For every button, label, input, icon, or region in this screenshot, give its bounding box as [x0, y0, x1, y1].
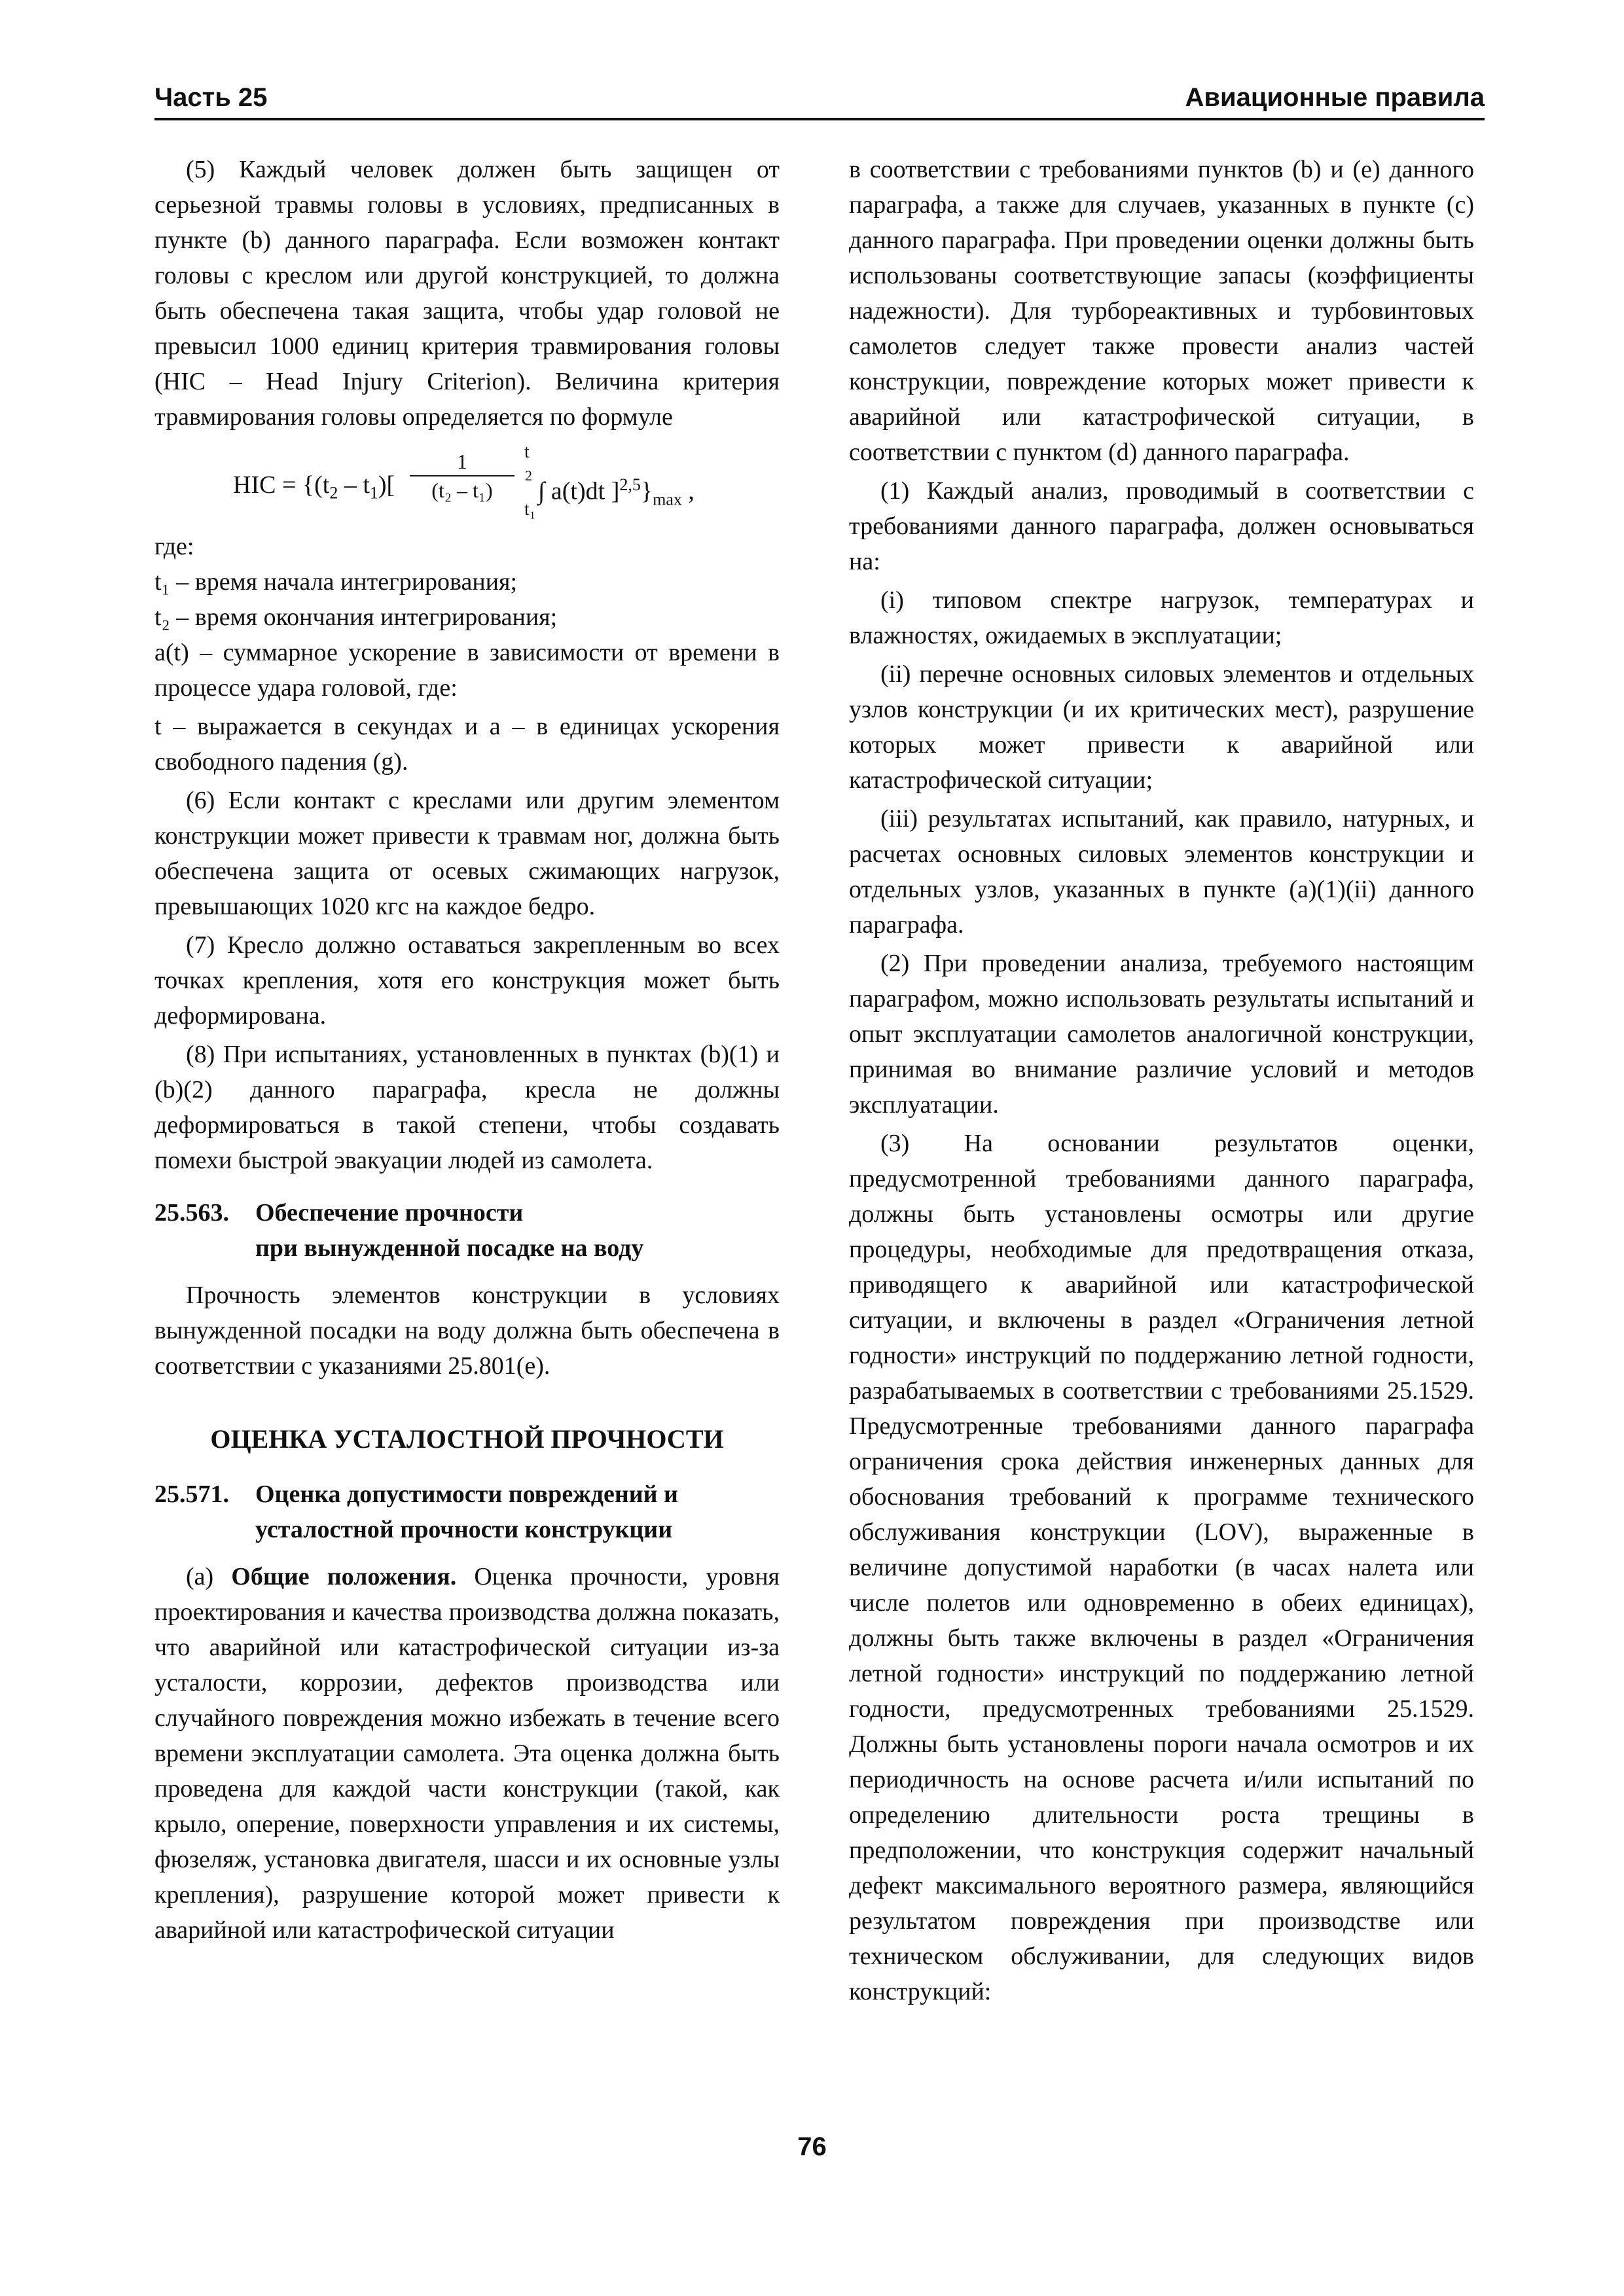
running-header	[154, 73, 1485, 120]
section-number: 25.563.	[154, 1199, 229, 1227]
section-25-563-heading	[154, 1195, 780, 1266]
section-25-571-heading	[154, 1477, 780, 1547]
fraction-numerator: 1	[410, 448, 514, 476]
integral-upper-limit: t	[524, 442, 530, 462]
hic-formula	[154, 439, 780, 522]
left-column	[154, 152, 780, 1951]
paragraph-a-continued: в соответствии с требованиями пунктов (b) и (e) данного параграфа, а также для случаев, указанных в пункте (c) данного параграфа. При проведении оценки должны быть использованы соответствующие запасы (коэффициенты надежности). Для турбореактивных и турбовинтовых самолетов следует также провести анализ частей конструкции, повреждение которых может привести к аварийной или катастрофической ситуации, в соответствии с пунктом (d) данного параграфа.	[849, 156, 1474, 466]
paragraph-iii: (iii) результатах испытаний, как правило, натурных, и расчетах основных силовых элементов конструкции и отдельных узлов, указанных в пункте (a)(1)(ii) данного параграфа.	[849, 805, 1474, 939]
paragraph-1: (1) Каждый анализ, проводимый в соответствии с требованиями данного параграфа, должен основываться на:	[849, 477, 1474, 575]
def-t2: t₂ – время окончания интегрирования;	[154, 603, 558, 631]
fraction-denominator: (t₂ – t₁)	[431, 478, 493, 502]
section-title-line2: при вынужденной посадке на воду	[255, 1234, 644, 1262]
paragraph-3: (3) На основании результатов оценки, предусмотренной требованиями данного параграфа, должны быть установлены осмотры или другие процедуры, необходимые для предотвращения отказа, приводящего к аварийной или катастрофической ситуации, и включены в раздел «Ограничения летной годности» инструкций по поддержанию летной годности, разрабатываемых в соответствии с требованиями 25.1529. Предусмотренные требованиями данного параграфа ограничения срока действия инженерных данных для обоснования требований к программе технического обслуживания конструкции (LOV), выраженные в величине допустимой наработки (в часах налета или числе полетов или одновременно в обеих единицах), должны быть также включены в раздел «Ограничения летной годности» инструкций по поддержанию летной годности, предусмотренных требованиями 25.1529. Должны быть установлены пороги начала осмотров и их периодичность на основе расчета и/или испытаний по определению длительности роста трещины в предположении, что конструкция содержит начальный дефект максимального вероятного размера, являющийся результатом повреждения при производстве или техническом обслуживании, для следующих видов конструкций:	[849, 1130, 1474, 2005]
def-at: a(t) – суммарное ускорение в зависимости от времени в процессе удара головой, где:	[154, 639, 780, 702]
paragraph-ii: (ii) перечне основных силовых элементов и отдельных узлов конструкции (и их критических мест), разрушение которых может привести к аварийной или катастрофической ситуации;	[849, 660, 1474, 794]
chapter-heading: ОЦЕНКА УСТАЛОСТНОЙ ПРОЧНОСТИ	[210, 1424, 724, 1454]
paragraph-2: (2) При проведении анализа, требуемого настоящим параграфом, можно использовать результаты испытаний и опыт эксплуатации самолетов аналогичной конструкции, принимая во внимание различие условий и методов эксплуатации.	[849, 950, 1474, 1119]
section-title-line1: Оценка допустимости повреждений и	[255, 1480, 678, 1508]
paragraph-i: (i) типовом спектре нагрузок, температурах и влажностях, ожидаемых в эксплуатации;	[849, 586, 1474, 649]
formula-lhs: HIC = {$(t_2 - t_1)$[	[233, 471, 395, 503]
paragraph-a-title: Общие положения.	[231, 1563, 457, 1590]
paragraph-a: (a) Общие положения. Оценка прочности, уровня проектирования и качества производства должна показать, что аварийной или катастрофической ситуации из-за усталости, коррозии, дефектов производства или случайного повреждения можно избежать в течение всего времени эксплуатации самолета. Эта оценка должна быть проведена для каждой части конструкции (такой, как крыло, оперение, поверхности управления и их системы, фюзеляж, установка двигателя, шасси и их основные узлы крепления), разрушение которой может привести к аварийной или катастрофической ситуации	[154, 1563, 780, 1944]
formula-integral: ∫ a(t)dt ]$^{2,5}\}_{max}$ ,	[538, 475, 695, 509]
paragraph-8: (8) При испытаниях, установленных в пунктах (b)(1) и (b)(2) данного параграфа, кресла не должны деформироваться в такой степени, чтобы создавать помехи быстрой эвакуации людей из самолета.	[154, 1041, 780, 1174]
where-label: где:	[154, 533, 194, 560]
paragraph-25-563: Прочность элементов конструкции в условиях вынужденной посадки на воду должна быть обеспечена в соответствии с указаниями 25.801(e).	[154, 1282, 780, 1380]
page-number: 76	[797, 2132, 827, 2161]
right-column	[849, 152, 1474, 2013]
def-t-units: t – выражается в секундах и a – в единицах ускорения свободного падения (g).	[154, 713, 780, 776]
integral-lower-limit: t₁	[524, 499, 536, 520]
paragraph-7: (7) Кресло должно оставаться закрепленным во всех точках крепления, хотя его конструкция может быть деформирована.	[154, 931, 780, 1030]
section-title-line1: Обеспечение прочности	[255, 1199, 524, 1227]
header-title: Авиационные правила	[1185, 83, 1485, 112]
integral-upper-sub: 2	[525, 467, 532, 484]
paragraph-6: (6) Если контакт с креслами или другим элементом конструкции может привести к травмам ног, должна быть обеспечена защита от осевых сжимающих нагрузок, превышающих 1020 кгс на каждое бедро.	[154, 787, 780, 920]
def-t1: t₁ – время начала интегрирования;	[154, 568, 518, 596]
formula-fraction	[410, 448, 514, 504]
section-number: 25.571.	[154, 1480, 229, 1508]
header-part: Часть 25	[154, 83, 268, 112]
section-title-line2: усталостной прочности конструкции	[255, 1516, 673, 1543]
paragraph-5: (5) Каждый человек должен быть защищен от серьезной травмы головы в условиях, предписанных в пункте (b) данного параграфа. Если возможен контакт головы с креслом или другой конструкцией, то должна быть обеспечена такая защита, чтобы удар головой не превысил 1000 единиц критерия травмирования головы (HIC – Head Injury Criterion). Величина критерия травмирования головы определяется по формуле	[154, 156, 780, 431]
